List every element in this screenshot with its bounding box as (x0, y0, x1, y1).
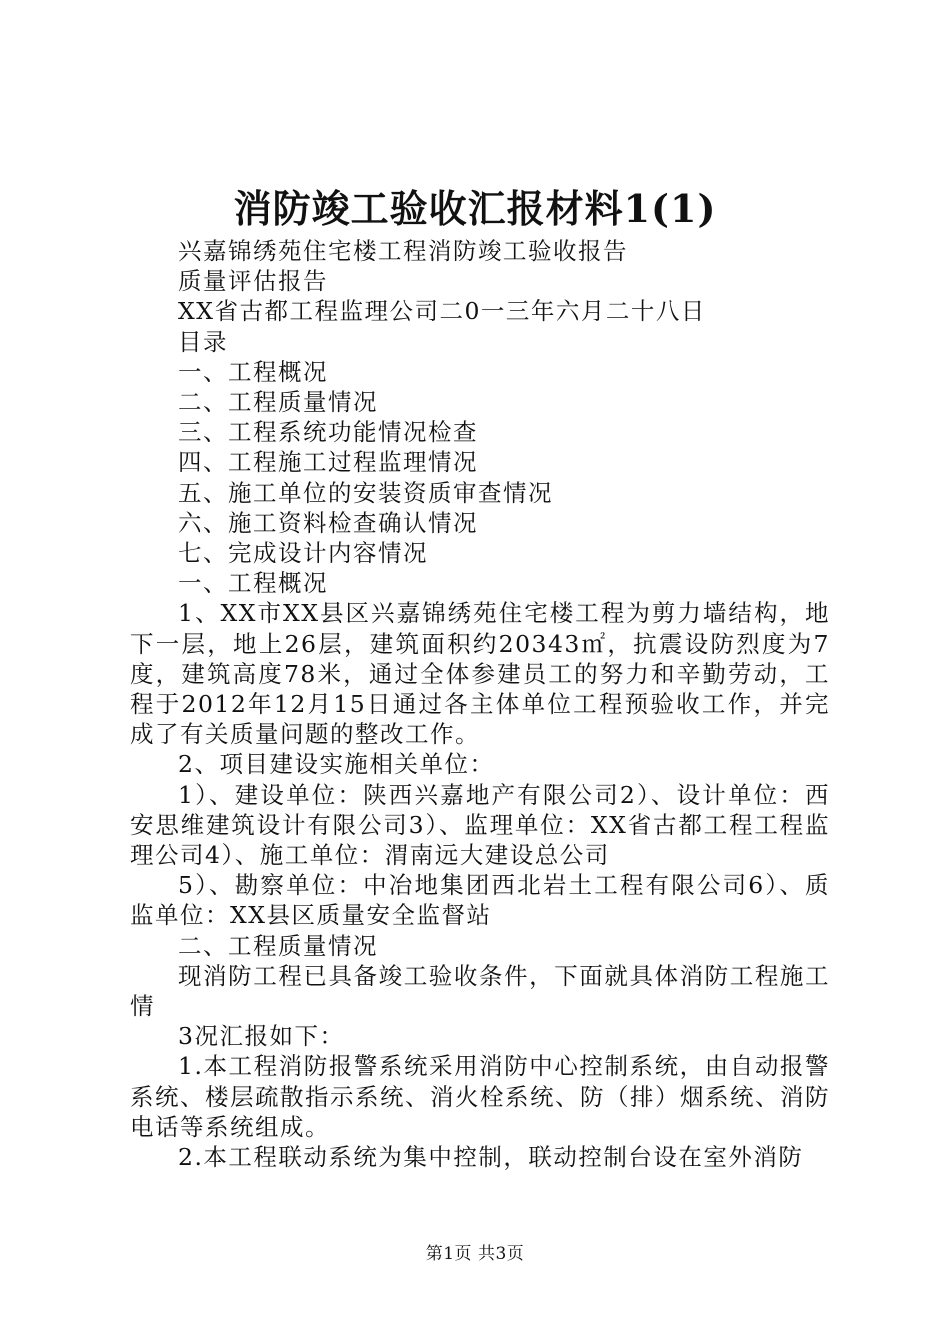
toc-item: 六、施工资料检查确认情况 (178, 508, 478, 537)
paragraph: 1、XX市XX县区兴嘉锦绣苑住宅楼工程为剪力墙结构，地下一层，地上26层，建筑面积约20343㎡，抗震设防烈度为7度，建筑高度78米，通过全体参建员工的努力和辛勤劳动，工程于2012年12月15日通过各主体单位工程预验收工作，并完成了有关质量问题的整改工作。 (130, 599, 830, 749)
paragraph: 2、项目建设实施相关单位： (178, 750, 495, 779)
paragraph: 3况汇报如下： (178, 1022, 345, 1051)
paragraph: 兴嘉锦绣苑住宅楼工程消防竣工验收报告 (178, 237, 628, 265)
paragraph: 1）、建设单位：陕西兴嘉地产有限公司2）、设计单位：西安思维建筑设计有限公司3）、监理单位：XX省古都工程工程监理公司4）、施工单位：渭南远大建设总公司 (130, 780, 830, 870)
paragraph: 1.本工程消防报警系统采用消防中心控制系统，由自动报警系统、楼层疏散指示系统、消火栓系统、防（排）烟系统、消防电话等系统组成。 (130, 1052, 830, 1141)
toc-item: 五、施工单位的安装资质审查情况 (178, 478, 553, 507)
paragraph: 目录 (178, 327, 228, 356)
page-number: 第1页 共3页 (425, 1244, 525, 1264)
paragraph: 5）、勘察单位：中冶地集团西北岩土工程有限公司6）、质监单位：XX县区质量安全监督站 (130, 871, 830, 930)
paragraph: 质量评估报告 (178, 267, 328, 296)
paragraph: 现消防工程已具备竣工验收条件，下面就具体消防工程施工情 (130, 961, 830, 1021)
paragraph: 2.本工程联动系统为集中控制，联动控制台设在室外消防 (178, 1143, 804, 1172)
toc-item: 七、完成设计内容情况 (178, 539, 428, 568)
document-title: 消防竣工验收汇报材料1(1) (233, 186, 717, 231)
toc-item: 二、工程质量情况 (178, 388, 378, 417)
paragraph: XX省古都工程监理公司二0一三年六月二十八日 (178, 297, 706, 326)
toc-item: 四、工程施工过程监理情况 (178, 448, 478, 477)
section-heading: 二、工程质量情况 (178, 931, 378, 960)
toc-item: 三、工程系统功能情况检查 (178, 418, 478, 447)
document-body (130, 236, 830, 1172)
toc-item: 一、工程概况 (178, 357, 328, 386)
section-heading: 一、工程概况 (178, 569, 328, 598)
